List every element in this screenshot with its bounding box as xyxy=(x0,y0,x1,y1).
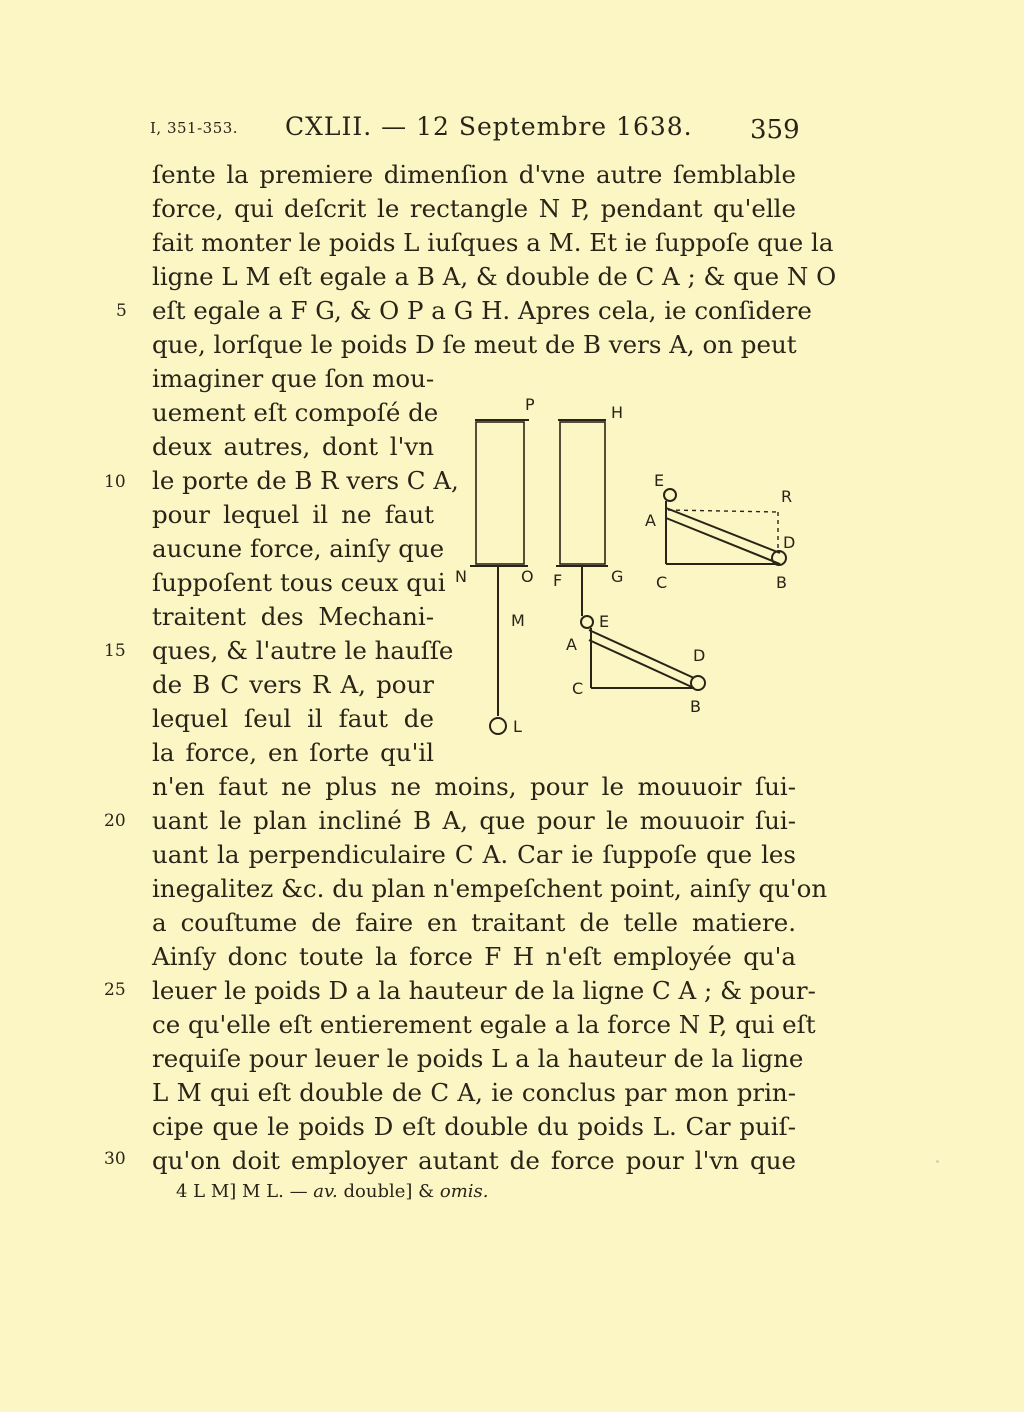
text-line: ce qu'elle eſt entierement egale a la force N P, qui eſt xyxy=(152,1010,816,1039)
text-line: ligne L M eſt egale a B A, & double de C A ; & que N O xyxy=(152,262,837,291)
label-c-lower: C xyxy=(572,679,584,698)
text-line: uement eſt compoſé de xyxy=(152,398,439,427)
label-o: O xyxy=(521,567,534,586)
text-line: ſuppoſent tous ceux qui xyxy=(152,568,446,597)
line-number: 15 xyxy=(104,641,126,661)
text-line: force, qui deſcrit le rectangle N P, pendant qu'elle xyxy=(152,194,796,223)
line-number: 10 xyxy=(104,472,126,492)
footnote-italic: omis. xyxy=(439,1181,489,1202)
header-reference: I, 351-353. xyxy=(150,119,239,137)
label-c-upper: C xyxy=(656,573,668,592)
text-line: le porte de B R vers C A, xyxy=(152,466,459,495)
text-line: ques, & l'autre le hauſſe xyxy=(152,636,454,665)
text-line: requiſe pour leuer le poids L a la hauteur de la ligne xyxy=(152,1044,804,1073)
text-line: a couſtume de faire en traitant de telle matiere. xyxy=(152,908,796,937)
text-line: traitent des Mechani- xyxy=(152,602,434,631)
text-line: aucune force, ainſy que xyxy=(152,534,445,563)
footnote-italic: av. xyxy=(313,1181,338,1202)
text-line: lequel ſeul il faut de xyxy=(152,704,434,733)
text-line: fait monter le poids L iuſques a M. Et ie ſuppoſe que la xyxy=(152,228,834,257)
text-line: que, lorſque le poids D ſe meut de B vers A, on peut xyxy=(152,330,797,359)
text-line: inegalitez &c. du plan n'empeſchent point, ainſy qu'on xyxy=(152,874,828,903)
label-a-upper: A xyxy=(645,511,656,530)
page-number: 359 xyxy=(750,115,800,145)
label-d-upper: D xyxy=(783,533,796,552)
label-p: P xyxy=(525,395,535,414)
text-line: pour lequel il ne faut xyxy=(152,500,434,529)
text-line: deux autres, dont l'vn xyxy=(152,432,434,461)
header-title: CXLII. — 12 Septembre 1638. xyxy=(285,112,693,141)
text-line: cipe que le poids D eſt double du poids L. Car puiſ- xyxy=(152,1112,796,1141)
label-m: M xyxy=(511,611,525,630)
line-number: 5 xyxy=(116,301,127,321)
paper-speck xyxy=(936,1160,939,1163)
text-line: leuer le poids D a la hauteur de la ligne C A ; & pour- xyxy=(152,976,816,1005)
label-e-upper: E xyxy=(654,471,665,490)
line-number: 20 xyxy=(104,811,126,831)
label-h: H xyxy=(611,403,624,422)
text-line: la force, en ſorte qu'il xyxy=(152,738,434,767)
footnote-part: double] & xyxy=(337,1181,440,1202)
line-number: 25 xyxy=(104,980,126,1000)
label-a-lower: A xyxy=(566,635,577,654)
label-b-upper: B xyxy=(776,573,787,592)
footnote xyxy=(176,1181,489,1202)
label-l: L xyxy=(513,717,522,736)
text-line: uant le plan incliné B A, que pour le mouuoir ſui- xyxy=(152,806,796,835)
text-line: imaginer que ſon mou- xyxy=(152,364,435,393)
label-g: G xyxy=(611,567,624,586)
label-e-lower: E xyxy=(599,612,610,631)
text-line: qu'on doit employer autant de force pour l'vn que xyxy=(152,1146,796,1175)
text-line: Ainſy donc toute la force F H n'eſt employée qu'a xyxy=(152,942,796,971)
label-f: F xyxy=(553,571,563,590)
text-line: de B C vers R A, pour xyxy=(152,670,434,699)
text-line: ſente la premiere dimenſion d'vne autre ſemblable xyxy=(152,160,796,189)
mechanics-figure xyxy=(450,385,810,755)
text-line: n'en faut ne plus ne moins, pour le mouuoir ſui- xyxy=(152,772,796,801)
label-d-lower: D xyxy=(693,646,706,665)
label-r: R xyxy=(781,487,793,506)
text-line: L M qui eſt double de C A, ie conclus par mon prin- xyxy=(152,1078,796,1107)
line-number: 30 xyxy=(104,1149,126,1169)
text-line: eſt egale a F G, & O P a G H. Apres cela, ie conſidere xyxy=(152,296,812,325)
text-line: uant la perpendiculaire C A. Car ie ſuppoſe que les xyxy=(152,840,796,869)
label-n: N xyxy=(455,567,467,586)
label-b-lower: B xyxy=(690,697,701,716)
footnote-part: 4 L M] M L. — xyxy=(176,1181,314,1202)
